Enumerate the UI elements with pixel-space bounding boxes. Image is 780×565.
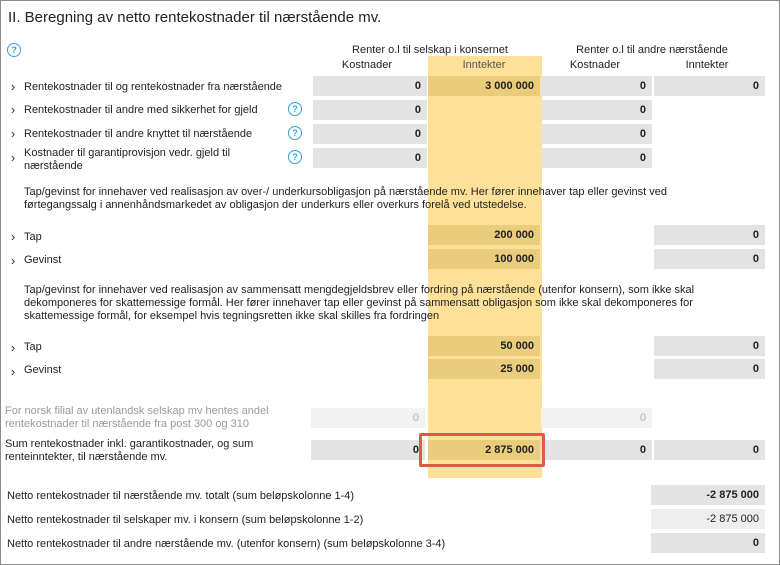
section2-tap-inntekter-andre[interactable]: 0 <box>654 336 765 356</box>
chevron-right-icon[interactable]: › <box>10 126 16 141</box>
sum-label-2: renteinntekter, til nærstående mv. <box>5 451 168 463</box>
sum-kostnader-andre: 0 <box>541 440 652 460</box>
header-kostnader-2: Kostnader <box>569 59 621 71</box>
section2-description-2: dekomponeres for skattemessige formål. Her fører innehaver tap eller gevinst på sammensatt obligasjon som ikke skal dekomponeres for <box>24 297 693 309</box>
row-label-sikkerhet-gjeld: Rentekostnader til andre med sikkerhet for gjeld <box>24 104 258 116</box>
section1-gevinst-inntekter[interactable]: 100 000 <box>428 249 540 269</box>
netto-konsern-value: -2 875 000 <box>651 509 765 529</box>
r3-kostnader-konsern[interactable]: 0 <box>313 124 427 144</box>
r1-kostnader-andre[interactable]: 0 <box>541 76 652 96</box>
section1-gevinst-inntekter-andre[interactable]: 0 <box>654 249 765 269</box>
row-label-garantiprovisjon-2: nærstående <box>24 160 83 172</box>
netto-total-label: Netto rentekostnader til nærstående mv. totalt (sum beløpskolonne 1-4) <box>7 490 355 502</box>
help-icon[interactable]: ? <box>288 126 302 140</box>
r4-kostnader-andre[interactable]: 0 <box>541 148 652 168</box>
section-title: II. Beregning av netto rentekostnader til nærstående mv. <box>8 9 382 26</box>
header-group-konsern: Renter o.l til selskap i konsernet <box>352 44 508 56</box>
header-kostnader-1: Kostnader <box>341 59 393 71</box>
chevron-right-icon[interactable]: › <box>10 253 16 268</box>
netto-total-value: -2 875 000 <box>651 485 765 505</box>
sum-inntekter-andre: 0 <box>654 440 765 460</box>
help-icon[interactable]: ? <box>7 43 21 57</box>
section1-description-1: Tap/gevinst for innehaver ved realisasjon av over-/ underkursobligasjon på nærstående mv. Her fører innehaver tap eller gevinst ved <box>24 186 668 198</box>
r1-inntekter-andre[interactable]: 0 <box>654 76 765 96</box>
r3-kostnader-andre[interactable]: 0 <box>541 124 652 144</box>
chevron-right-icon[interactable]: › <box>10 229 16 244</box>
sum-inntekter-callout <box>419 433 545 467</box>
row-label-rentekostnader-naerstaende: Rentekostnader til og rentekostnader fra nærstående <box>24 81 283 93</box>
chevron-right-icon[interactable]: › <box>10 364 16 379</box>
header-inntekter-2: Inntekter <box>685 59 729 71</box>
r4-kostnader-konsern[interactable]: 0 <box>313 148 427 168</box>
r1-inntekter-konsern[interactable]: 3 000 000 <box>428 76 540 96</box>
netto-konsern-label: Netto rentekostnader til selskaper mv. i konsern (sum beløpskolonne 1-2) <box>7 514 364 526</box>
header-inntekter-1: Inntekter <box>462 59 506 71</box>
section2-gevinst-inntekter[interactable]: 25 000 <box>428 359 540 379</box>
netto-andre-label: Netto rentekostnader til andre nærstående mv. (utenfor konsern) (sum beløpskolonne 3-4) <box>7 538 446 550</box>
section1-gevinst-label: Gevinst <box>24 254 62 266</box>
sum-inntekter-konsern: 2 875 000 <box>428 440 540 460</box>
section2-description-1: Tap/gevinst for innehaver ved realisasjon av sammensatt mengdegjeldsbrev eller fordring på nærstående (utenfor konsern), som ikke skal <box>24 284 695 296</box>
row-label-garantiprovisjon-1: Kostnader til garantiprovisjon vedr. gjeld til <box>24 147 231 159</box>
filial-label-2: rentekostnader til nærstående fra post 300 og 310 <box>5 418 249 430</box>
section2-tap-label: Tap <box>24 341 42 353</box>
chevron-right-icon[interactable]: › <box>10 150 16 165</box>
help-icon[interactable]: ? <box>288 150 302 164</box>
r1-kostnader-konsern[interactable]: 0 <box>313 76 427 96</box>
sum-label-1: Sum rentekostnader inkl. garantikostnader, og sum <box>5 438 254 450</box>
help-icon[interactable]: ? <box>288 102 302 116</box>
r2-kostnader-andre[interactable]: 0 <box>541 100 652 120</box>
section1-tap-label: Tap <box>24 231 42 243</box>
filial-label-1: For norsk filial av utenlandsk selskap mv hentes andel <box>5 405 269 417</box>
chevron-right-icon[interactable]: › <box>10 79 16 94</box>
sum-kostnader-konsern: 0 <box>311 440 425 460</box>
r2-kostnader-konsern[interactable]: 0 <box>313 100 427 120</box>
chevron-right-icon[interactable]: › <box>10 340 16 355</box>
section2-gevinst-label: Gevinst <box>24 364 62 376</box>
section2-description-3: skattemessige formål, for eksempel hvis tegningsretten ikke skal skilles fra fordringen <box>24 310 440 322</box>
filial-kostnader-konsern: 0 <box>311 408 425 428</box>
chevron-right-icon[interactable]: › <box>10 102 16 117</box>
section1-tap-inntekter[interactable]: 200 000 <box>428 225 540 245</box>
header-group-andre: Renter o.l til andre nærstående <box>576 44 728 56</box>
row-label-knyttet-naerstaende: Rentekostnader til andre knyttet til nærstående <box>24 128 253 140</box>
filial-kostnader-andre: 0 <box>541 408 652 428</box>
section2-tap-inntekter[interactable]: 50 000 <box>428 336 540 356</box>
netto-andre-value: 0 <box>651 533 765 553</box>
section1-tap-inntekter-andre[interactable]: 0 <box>654 225 765 245</box>
section2-gevinst-inntekter-andre[interactable]: 0 <box>654 359 765 379</box>
section1-description-2: førtegangssalg i annenhåndsmarkedet av obligasjon der underkurs eller overkurs forelå ved utstedelse. <box>24 199 527 211</box>
